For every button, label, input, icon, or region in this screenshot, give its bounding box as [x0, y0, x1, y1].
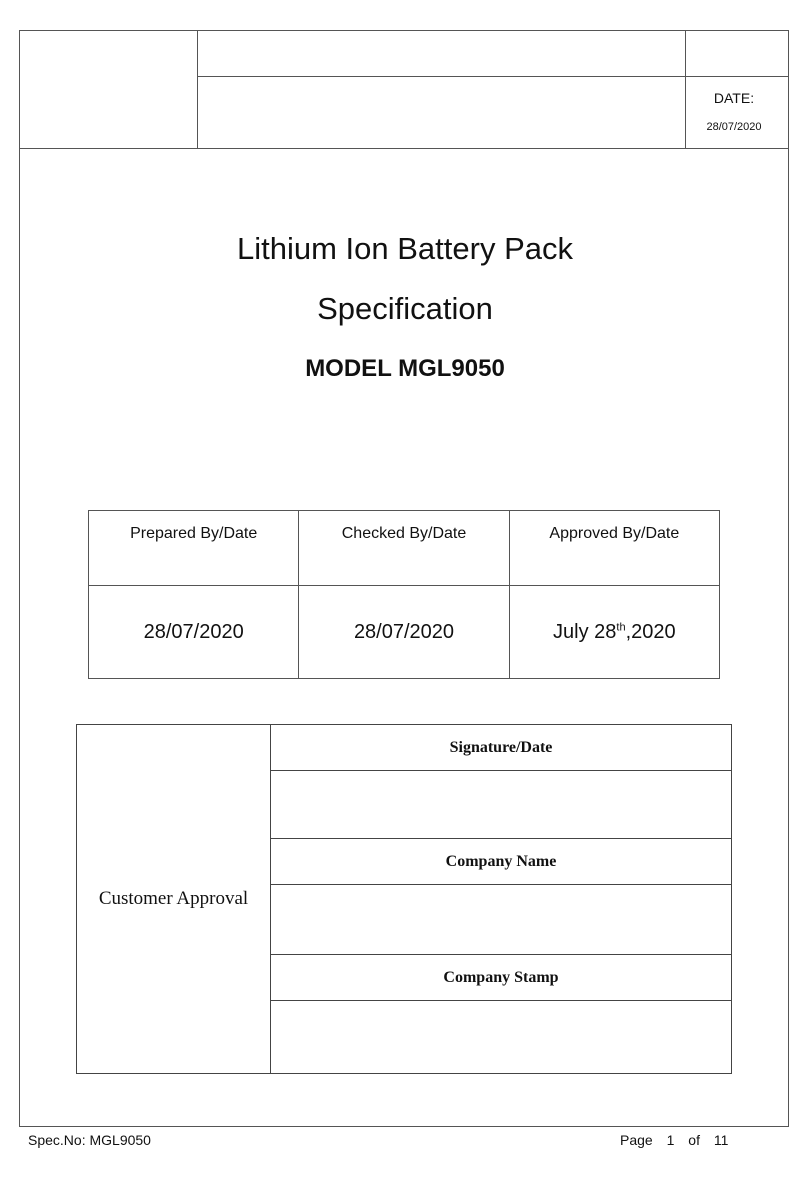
page-total: 11	[713, 1132, 729, 1148]
company-stamp-header: Company Stamp	[271, 955, 732, 1001]
document-header	[20, 31, 788, 149]
signoff-header-row	[89, 511, 720, 586]
model-number: MODEL MGL9050	[305, 355, 505, 382]
approved-date-suffix: th	[616, 620, 626, 633]
document-title: Lithium Ion Battery Pack	[237, 231, 573, 266]
page-current: 1	[666, 1132, 675, 1148]
header-date-cell	[686, 77, 788, 148]
approved-date-main: July 28	[553, 620, 617, 643]
signoff-table	[88, 510, 720, 679]
approved-by-header: Approved By/Date	[509, 511, 719, 586]
company-name-header: Company Name	[271, 839, 732, 885]
company-stamp-field[interactable]	[271, 1001, 732, 1074]
header-logo-cell	[20, 31, 198, 148]
header-right-top-cell	[686, 31, 788, 77]
signoff-values-row	[89, 586, 720, 679]
customer-approval-table	[76, 724, 732, 1074]
page-label: Page	[620, 1132, 653, 1148]
header-bottom-cell	[198, 77, 686, 148]
prepared-date: 28/07/2020	[89, 586, 299, 679]
page-frame	[19, 30, 789, 1127]
document-subtitle: Specification	[317, 291, 493, 326]
approved-date-year: ,2020	[625, 620, 676, 643]
customer-approval-label: Customer Approval	[77, 725, 271, 1074]
company-name-field[interactable]	[271, 885, 732, 955]
checked-date: 28/07/2020	[299, 586, 509, 679]
date-value: 28/07/2020	[706, 121, 762, 133]
page-indicator	[620, 1132, 738, 1148]
signature-date-header: Signature/Date	[271, 725, 732, 771]
page-of: of	[688, 1132, 700, 1148]
prepared-by-header: Prepared By/Date	[89, 511, 299, 586]
header-top-cell	[198, 31, 686, 77]
spec-number: Spec.No: MGL9050	[28, 1132, 151, 1148]
checked-by-header: Checked By/Date	[299, 511, 509, 586]
date-label: DATE:	[713, 90, 755, 106]
signature-date-field[interactable]	[271, 771, 732, 839]
approved-date	[509, 586, 719, 679]
